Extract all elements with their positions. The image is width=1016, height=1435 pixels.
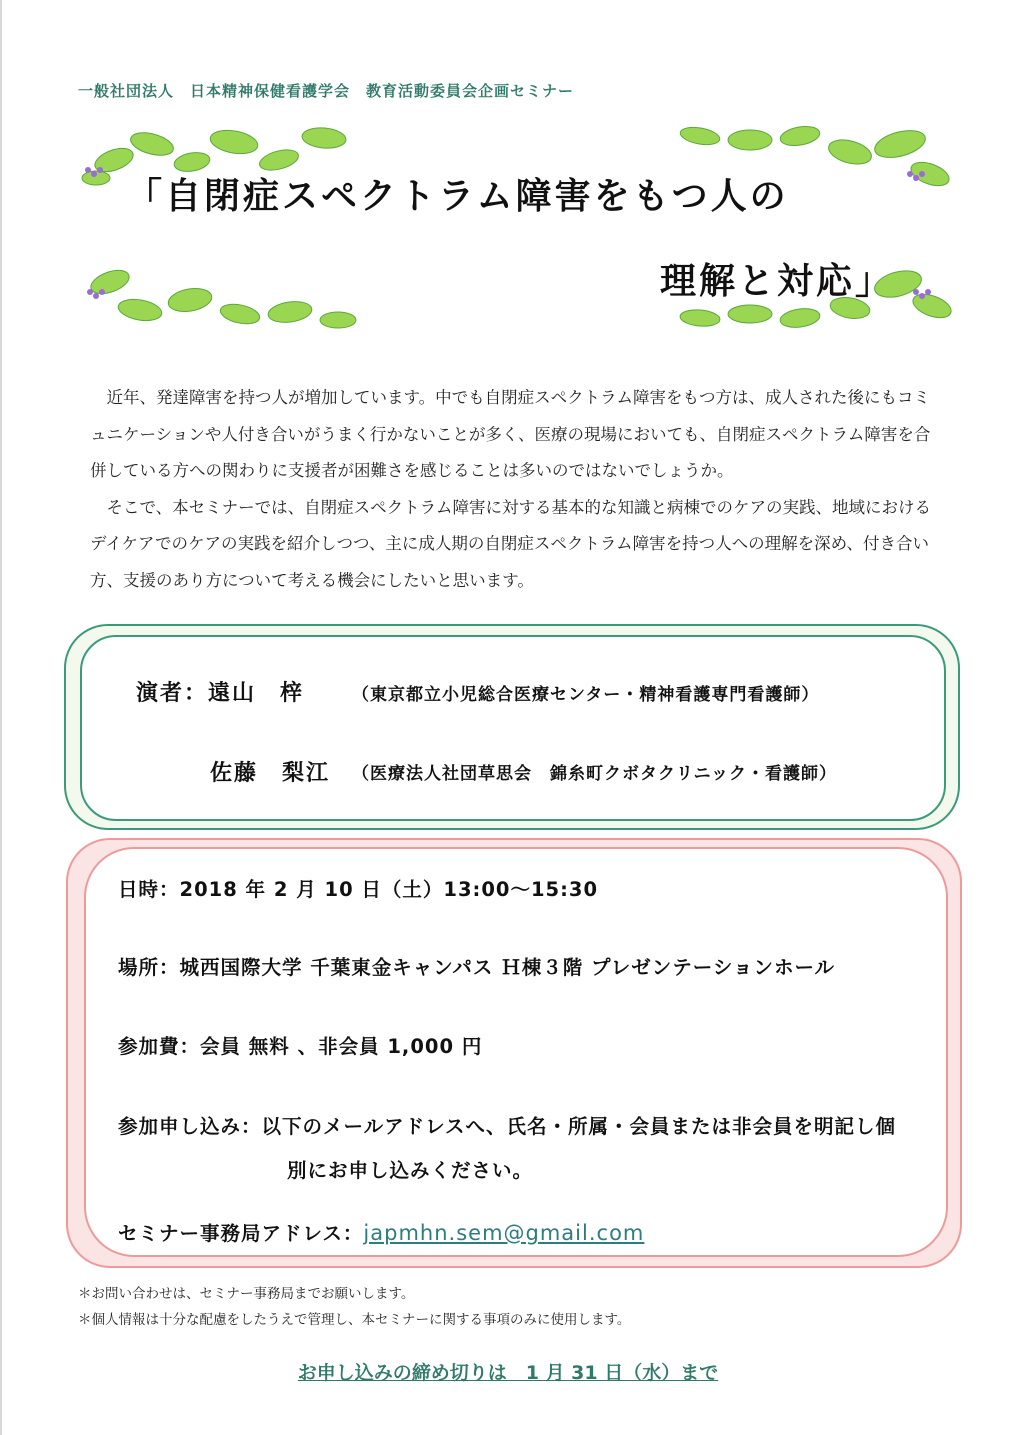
seminar-title-line1: 「自閉症スペクトラム障害をもつ人の — [126, 176, 789, 217]
application-instructions: 参加申し込み：以下のメールアドレスへ、氏名・所属・会員または非会員を明記し個 — [118, 1115, 897, 1138]
email-row — [118, 1218, 644, 1246]
application-instructions-cont: 別にお申し込みください。 — [287, 1159, 534, 1182]
speaker-affiliation: （東京都立小児総合医療センター・精神看護専門看護師） — [352, 685, 820, 705]
intro-paragraph-1: 近年、発達障害を持つ人が増加しています。中でも自閉症スペクトラム障害をもつ方は、成人された後にもコミュニケーションや人付き合いがうまく行かないことが多く、医療の現場においても、自閉症スペクトラム障害を合併している方への関わりに支援者が困難さを感じることは多いのではないでしょうか。 — [90, 388, 931, 480]
speaker-label: 演者： — [136, 681, 209, 706]
email-link[interactable]: japmhn.sem@gmail.com — [363, 1221, 645, 1245]
deadline-text: お申し込みの締め切りは 1 月 31 日（水）まで — [297, 1362, 719, 1384]
speaker-box — [80, 635, 946, 821]
deadline-notice — [0, 1358, 1016, 1385]
leaf-decoration-bottom-left — [80, 262, 370, 332]
speaker-name: 遠山 梓 — [208, 681, 305, 706]
seminar-title-line2: 理解と対応」 — [660, 261, 895, 302]
event-datetime: 日時：2018 年 2 月 10 日（土）13:00～15:30 — [118, 878, 599, 901]
speaker-row-1 — [136, 676, 304, 707]
page-edge — [0, 0, 2, 1435]
speaker-affiliation: （医療法人社団草思会 錦糸町クボタクリニック・看護師） — [352, 764, 837, 784]
email-label: セミナー事務局アドレス： — [118, 1222, 364, 1245]
event-fee: 参加費：会員 無料 、非会員 1,000 円 — [118, 1035, 483, 1058]
event-venue: 場所：城西国際大学 千葉東金キャンパス Ｈ棟３階 プレゼンテーションホール — [118, 956, 836, 979]
intro-paragraph-2: そこで、本セミナーでは、自閉症スペクトラム障害に対する基本的な知識と病棟でのケアの実践、地域におけるデイケアでのケアの実践を紹介しつつ、主に成人期の自閉症スペクトラム障害を持つ人への理解を深め、付き合い方、支援のあり方について考える機会にしたいと思います。 — [90, 497, 932, 590]
organizer-line: 一般社団法人 日本精神保健看護学会 教育活動委員会企画セミナー — [78, 82, 575, 100]
note-privacy: ＊個人情報は十分な配慮をしたうえで管理し、本セミナーに関する事項のみに使用します。 — [78, 1312, 631, 1328]
speaker-name: 佐藤 梨江 — [210, 761, 331, 786]
note-inquiry: ＊お問い合わせは、セミナー事務局までお願いします。 — [78, 1286, 415, 1302]
intro-text — [90, 380, 935, 599]
